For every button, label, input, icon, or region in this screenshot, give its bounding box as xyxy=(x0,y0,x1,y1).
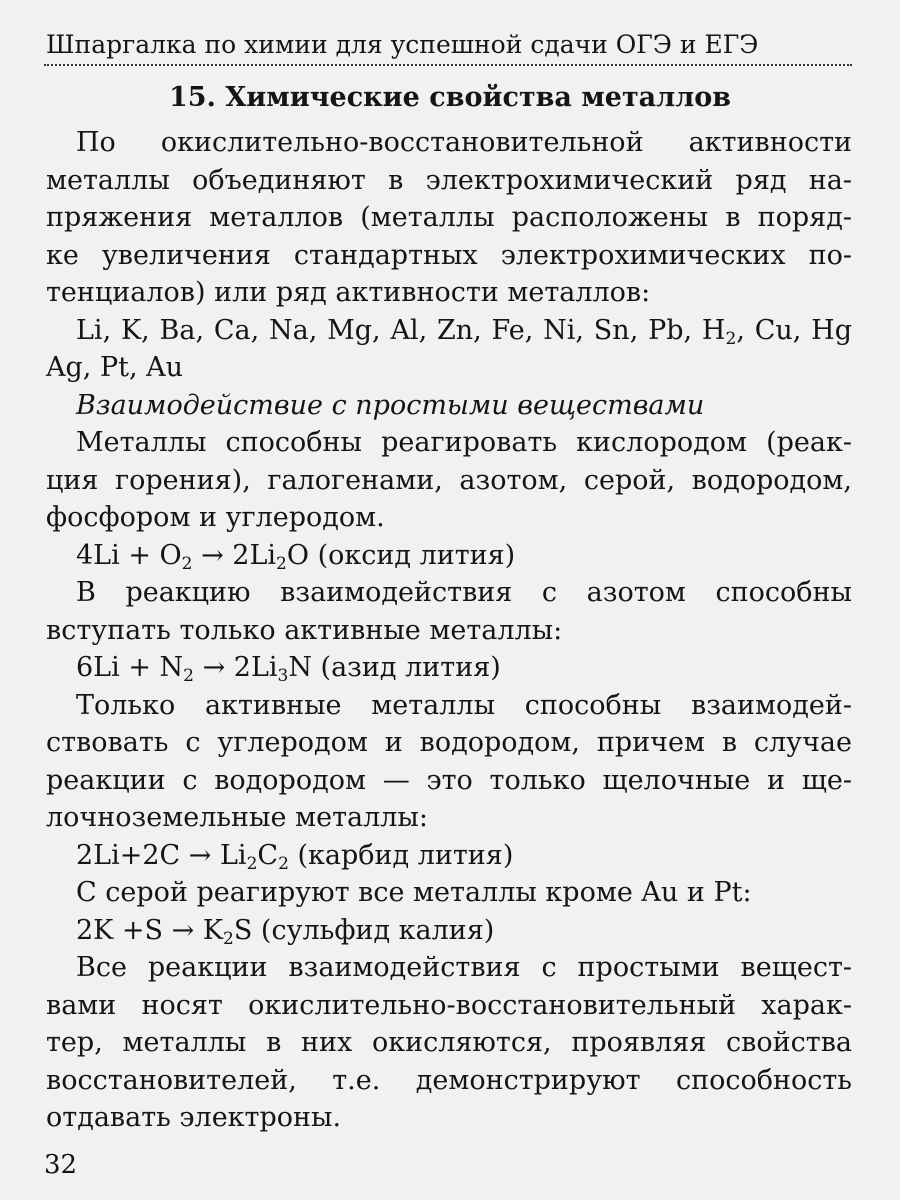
text-line: В реакцию взаимодействия с азотом способны xyxy=(76,577,852,608)
equation-oxygen: $4Li + O_2 \to 2Li_2O$ (оксид лития) xyxy=(76,539,516,574)
text-line: ствовать с углеродом и водородом, причем в случае xyxy=(46,727,852,758)
dotted-rule xyxy=(44,64,852,66)
running-head: Шпаргалка по химии для успешной сдачи ОГЭ и ЕГЭ xyxy=(46,30,759,59)
text-line: ция горения), галогенами, азотом, серой, водородом, xyxy=(46,464,852,496)
text-line: ке увеличения стандартных электрохимических по- xyxy=(46,239,852,271)
text-line: Только активные металлы способны взаимодей- xyxy=(76,689,852,721)
text-line: вступать только активные металлы: xyxy=(46,614,563,646)
text-line: отдавать электроны. xyxy=(46,1102,342,1133)
text-line: реакции с водородом — это только щелочные и ще- xyxy=(46,764,852,796)
metal-series-line: Li, K, Ba, Ca, Na, Mg, Al, Zn, Fe, Ni, Sn, Pb, $H_2$, Cu, Hg xyxy=(76,314,852,349)
text-line: тенциалов) или ряд активности металлов: xyxy=(46,277,651,308)
text-line: лочноземельные металлы: xyxy=(46,802,428,833)
text-line: фосфором и углеродом. xyxy=(46,502,385,533)
text-line: С серой реагируют все металлы кроме Au и Pt: xyxy=(76,877,752,908)
equation-sulfur: $2K +S \to K_2S$ (сульфид калия) xyxy=(76,914,495,949)
text-line: По окислительно-восстановительной активности xyxy=(76,127,852,158)
text-line: пряжения металлов (металлы расположены в поряд- xyxy=(46,202,852,233)
text-line: тер, металлы в них окисляются, проявляя свойства xyxy=(46,1027,852,1058)
subheading: Взаимодействие с простыми веществами xyxy=(76,389,705,421)
text-line: Все реакции взаимодействия с простыми вещест- xyxy=(76,952,852,983)
page-text xyxy=(46,124,852,1137)
text-line: восстановителей, т.е. демонстрируют способность xyxy=(46,1064,852,1096)
metal-series-line: Ag, Pt, Au xyxy=(46,352,184,383)
text-line: металлы объединяют в электрохимический ряд на- xyxy=(46,164,852,196)
equation-nitrogen: $6Li + N_2 \to 2Li_3N$ (азид лития) xyxy=(76,652,501,686)
equation-carbon: $2Li+2C \to Li_2C_2$ (карбид лития) xyxy=(76,839,514,874)
section-title: 15. Химические свойства металлов xyxy=(168,82,732,113)
page-number: 32 xyxy=(44,1150,78,1180)
text-line: вами носят окислительно-восстановительный харак- xyxy=(46,989,852,1021)
text-line: Металлы способны реагировать кислородом (реак- xyxy=(76,427,852,458)
